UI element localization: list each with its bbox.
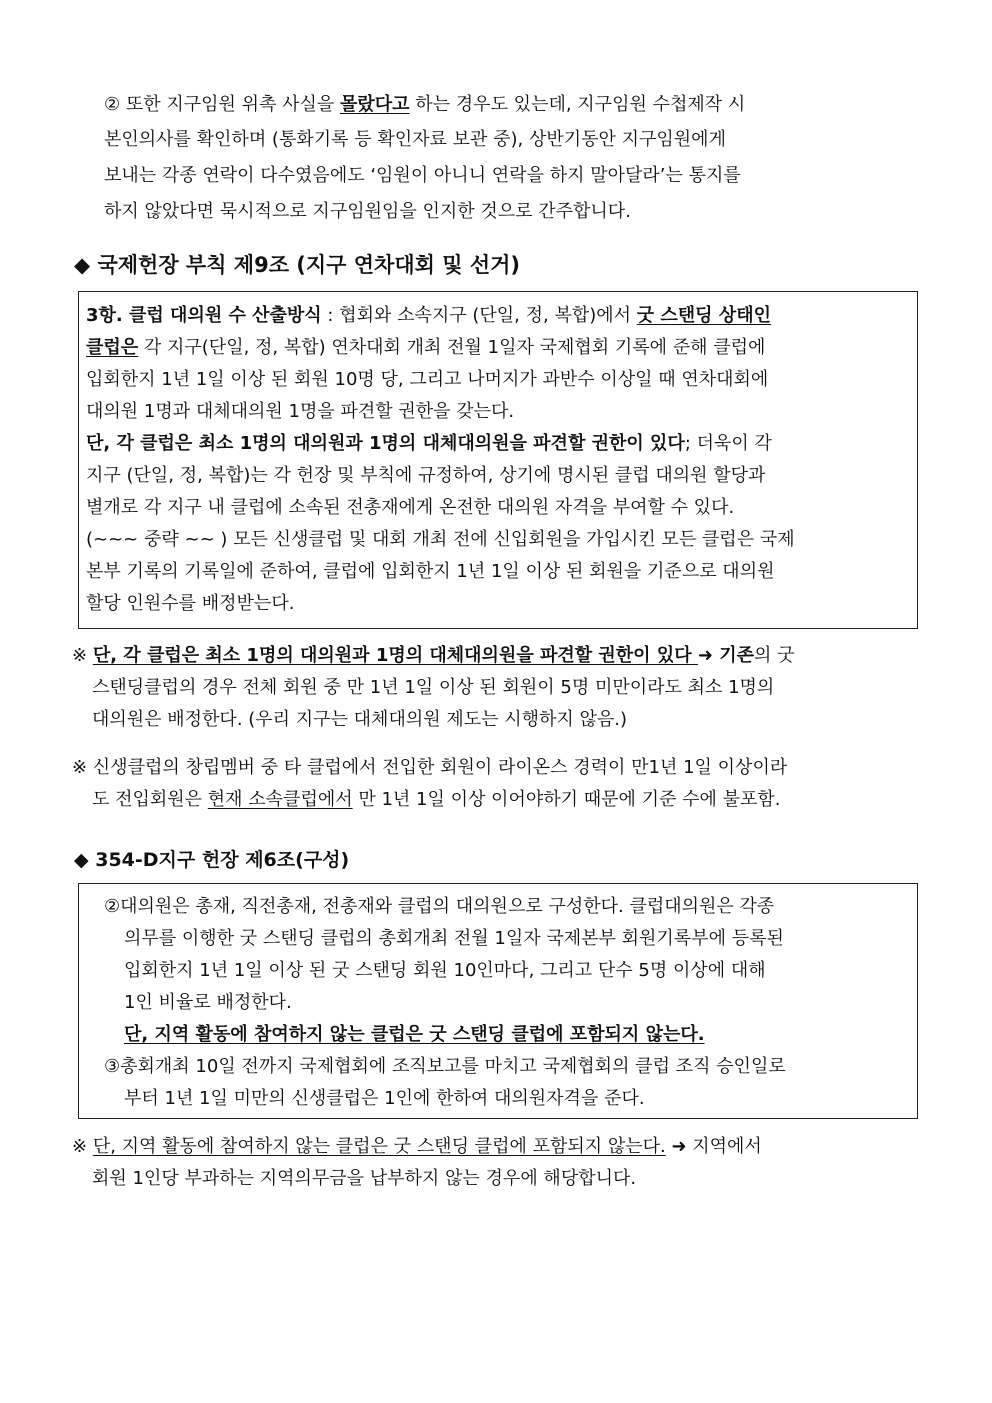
section2-heading: ◆ 354-D지구 헌장 제6조(구성) [74,849,350,871]
article-line-9: 본부 기록의 기록일에 준하여, 클럽에 입회한지 1년 1일 이상 된 회원을 기준으로 대의원 [86,561,775,582]
s2-line-6: ③총회개최 10일 전까지 국제협회에 조직보고를 마치고 국제협회의 클럽 조직 승인일로 [104,1056,786,1077]
intro-line-2: 본인의사를 확인하며 (통화기록 등 확인자료 보관 중), 상반기동안 지구임원에게 [104,129,726,150]
article-line-6: 지구 (단일, 정, 복합)는 각 헌장 및 부칙에 규정하여, 상기에 명시된 클럽 대의원 할당과 [86,465,766,486]
s2-line-5: 단, 지역 활동에 참여하지 않는 클럽은 굿 스탠딩 클럽에 포함되지 않는다. [124,1024,705,1045]
note2-line-1: ※ 신생클럽의 창립멤버 중 타 클럽에서 전입한 회원이 라이온스 경력이 만1년 1일 이상이라 [72,757,788,778]
article-line-5: 단, 각 클럽은 최소 1명의 대의원과 1명의 대체대의원을 파견할 권한이 있다; 더욱이 각 [86,433,772,454]
s2-line-2: 의무를 이행한 굿 스탠딩 클럽의 총회개최 전월 1일자 국제본부 회원기록부에 등록된 [124,928,784,949]
article-line-2: 클럽은 각 지구(단일, 정, 복합) 연차대회 개최 전월 1일자 국제협회 기록에 준해 클럽에 [86,337,766,358]
article-line-4: 대의원 1명과 대체대의원 1명을 파견할 권한을 갖는다. [86,401,515,422]
s2-note-line-2: 회원 1인당 부과하는 지역의무금을 납부하지 않는 경우에 해당합니다. [92,1168,637,1189]
article-line-1: 3항. 클럽 대의원 수 산출방식 : 협회와 소속지구 (단일, 정, 복합)에서 굿 스탠딩 상태인 [86,305,771,326]
article-line-3: 입회한지 1년 1일 이상 된 회원 10명 당, 그리고 나머지가 과반수 이상일 때 연차대회에 [86,369,769,390]
section1-heading: ◆ 국제헌장 부칙 제9조 (지구 연차대회 및 선거) [74,253,520,277]
article-line-10: 할당 인원수를 배정받는다. [86,593,295,614]
s2-line-4: 1인 비율로 배정한다. [124,992,292,1013]
intro-line-1: ② 또한 지구임원 위촉 사실을 몰랐다고 하는 경우도 있는데, 지구임원 수첩제작 시 [104,94,746,115]
article-line-7: 별개로 각 지구 내 클럽에 소속된 전총재에게 온전한 대의원 자격을 부여할 수 있다. [86,497,735,518]
intro-line-4: 하지 않았다면 묵시적으로 지구임원임을 인지한 것으로 간주합니다. [104,201,631,222]
note1-line-3: 대의원은 배정한다. (우리 지구는 대체대의원 제도는 시행하지 않음.) [92,709,628,730]
intro-line-3: 보내는 각종 연락이 다수였음에도 ‘임원이 아니니 연락을 하지 말아달라’는 통지를 [104,165,741,186]
s2-line-3: 입회한지 1년 1일 이상 된 굿 스탠딩 회원 10인마다, 그리고 단수 5명 이상에 대해 [124,960,766,981]
s2-line-1: ②대의원은 총재, 직전총재, 전총재와 클럽의 대의원으로 구성한다. 클럽대의원은 각종 [104,896,775,917]
note1-line-2: 스탠딩클럽의 경우 전체 회원 중 만 1년 1일 이상 된 회원이 5명 미만이라도 최소 1명의 [92,677,775,698]
s2-note-line-1: ※ 단, 지역 활동에 참여하지 않는 클럽은 굿 스탠딩 클럽에 포함되지 않는다. ➜ 지역에서 [72,1136,762,1157]
note1-line-1: ※ 단, 각 클럽은 최소 1명의 대의원과 1명의 대체대의원을 파견할 권한이 있다 ➜ 기존의 굿 [72,645,795,666]
article-line-8: (~~~ 중략 ~~ ) 모든 신생클럽 및 대회 개최 전에 신입회원을 가입시킨 모든 클럽은 국제 [86,529,795,550]
s2-line-7: 부터 1년 1일 미만의 신생클럽은 1인에 한하여 대의원자격을 준다. [124,1088,645,1109]
note2-line-2: 도 전입회원은 현재 소속클럽에서 만 1년 1일 이상 이어야하기 때문에 기준 수에 불포함. [92,789,781,810]
